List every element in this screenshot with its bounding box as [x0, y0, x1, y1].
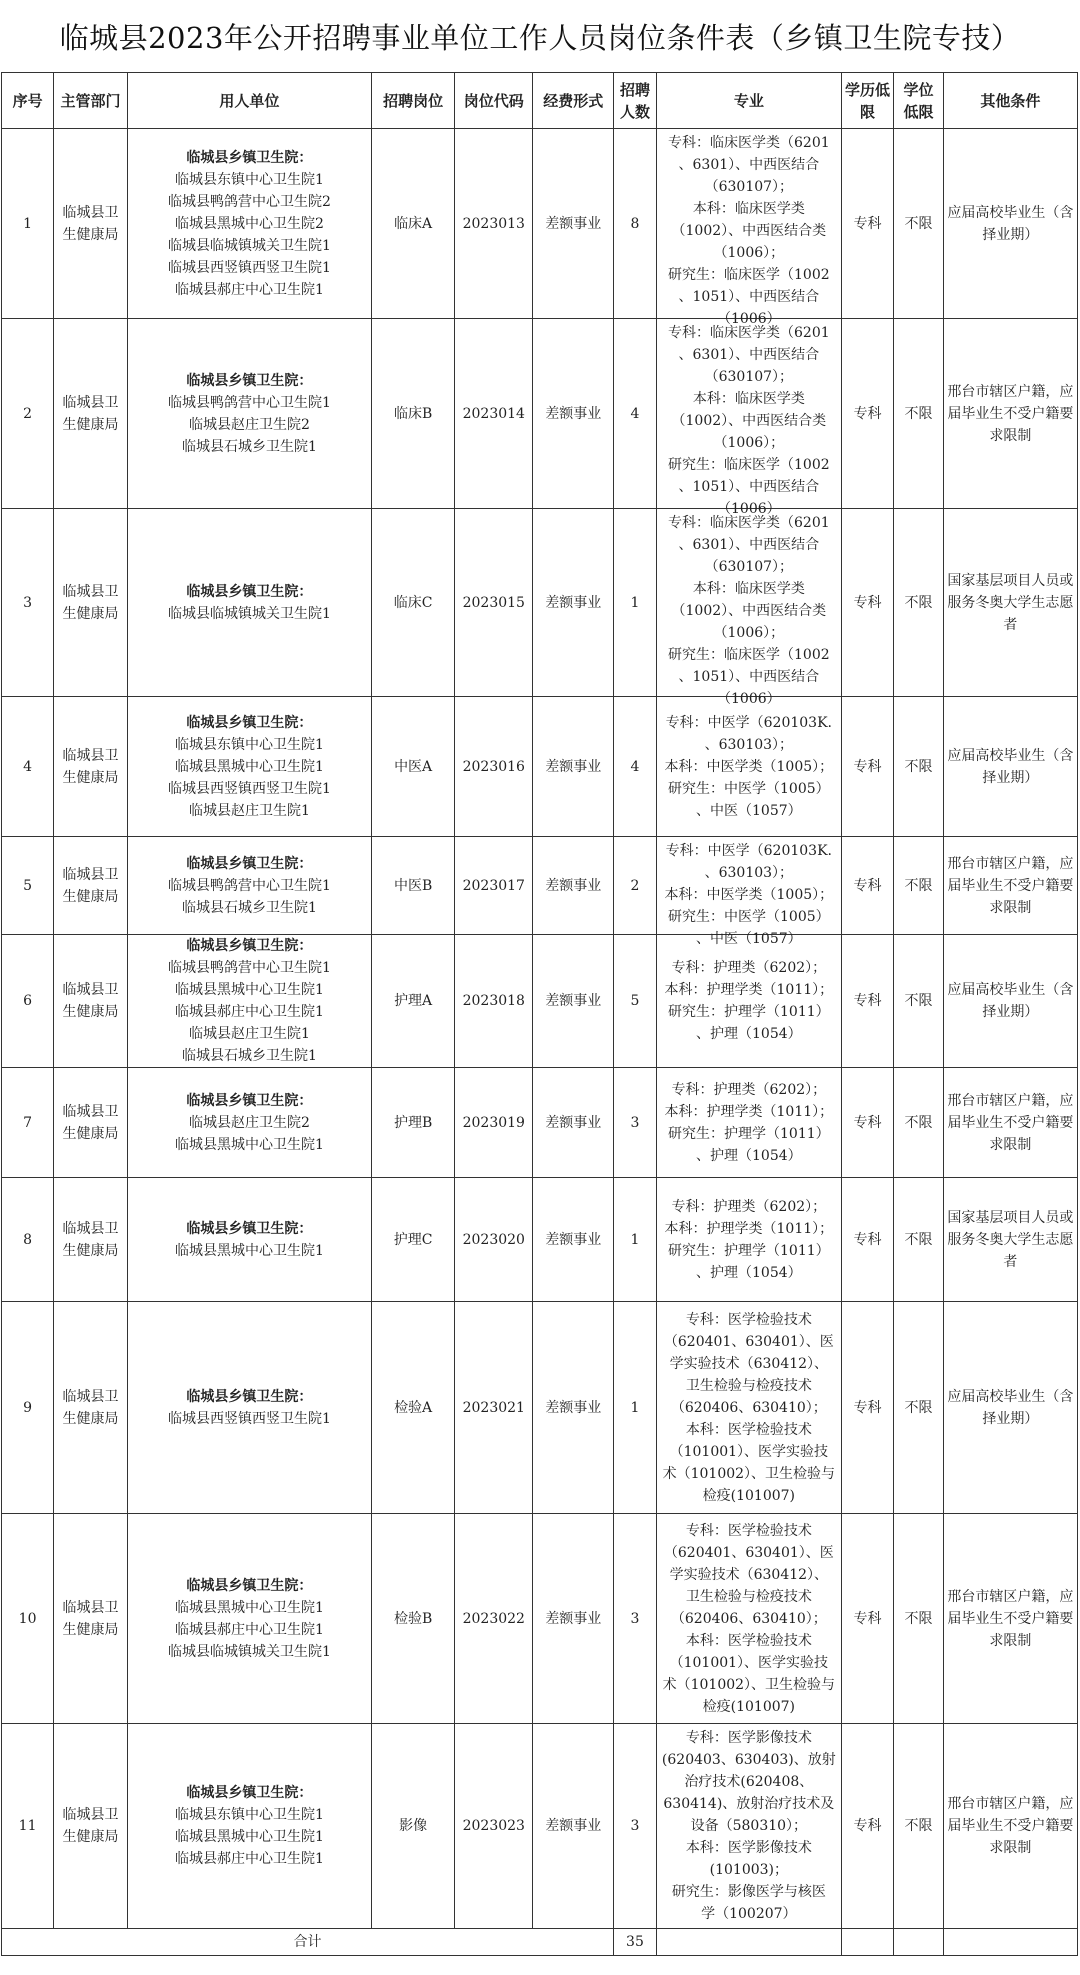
- unit-line: 临城县郝庄中心卫生院1: [174, 1004, 324, 1020]
- major-line: 专科：临床医学类（6201: [668, 134, 830, 151]
- unit-line: 临城县石城乡卫生院1: [181, 899, 317, 916]
- major-line: 学实验技术（630412）、: [669, 1566, 829, 1583]
- major-line: （101001）、医学实验技: [669, 1443, 829, 1460]
- row-post: 护理B: [372, 1068, 455, 1178]
- row-funding: 差额事业: [533, 1178, 614, 1302]
- major-line: 研究生：中医学（1005）: [668, 908, 830, 925]
- table-row: [2, 935, 1078, 1068]
- major-line: （1006）；: [713, 434, 785, 451]
- row-edu: 专科: [841, 697, 893, 837]
- row-edu: 专科: [841, 1514, 893, 1724]
- row-unit: [127, 837, 371, 935]
- row-major: [656, 129, 841, 327]
- row-post: 护理A: [372, 935, 455, 1068]
- row-funding: 差额事业: [533, 837, 614, 935]
- row-code: 2023019: [455, 1068, 533, 1178]
- row-major: [656, 697, 841, 837]
- major-line: 治疗技术(620408、: [684, 1774, 814, 1790]
- row-dept: 临城县卫生健康局: [54, 509, 128, 697]
- row-funding: 差额事业: [533, 697, 614, 837]
- major-line: 专科：医学检验技术: [685, 1311, 812, 1328]
- major-line: 、护理（1054）: [696, 1026, 802, 1042]
- row-code: 2023016: [455, 697, 533, 837]
- row-edu: 专科: [841, 935, 893, 1068]
- row-other: 国家基层项目人员或服务冬奥大学生志愿者: [943, 509, 1077, 697]
- major-line: 专科：护理类（6202）；: [671, 1081, 827, 1098]
- row-degree: 不限: [894, 319, 944, 509]
- major-line: 、中医（1057）: [696, 802, 802, 819]
- unit-heading: 临城县乡镇卫生院：: [186, 372, 313, 389]
- unit-heading: 临城县乡镇卫生院：: [186, 938, 313, 954]
- row-code: 2023014: [455, 319, 533, 509]
- unit-heading: 临城县乡镇卫生院：: [186, 714, 313, 731]
- unit-line: 临城县黑城中心卫生院1: [174, 1599, 324, 1616]
- major-line: 检疫(101007): [702, 1698, 796, 1715]
- row-edu: 专科: [841, 837, 893, 935]
- row-major: [656, 837, 841, 947]
- row-degree: 不限: [894, 129, 944, 319]
- row-dept: 临城县卫生健康局: [54, 1302, 128, 1514]
- row-funding: 差额事业: [533, 1514, 614, 1724]
- unit-line: 临城县东镇中心卫生院1: [174, 171, 324, 188]
- major-line: 630414)、放射治疗技术及: [663, 1796, 835, 1812]
- unit-line: 临城县赵庄卫生院2: [188, 416, 310, 433]
- major-line: （101001）、医学实验技: [669, 1654, 829, 1671]
- row-dept: 临城县卫生健康局: [54, 1724, 128, 1929]
- row-count: 8: [614, 129, 657, 319]
- row-code: 2023023: [455, 1724, 533, 1929]
- row-unit: [127, 1724, 371, 1929]
- row-edu: 专科: [841, 1724, 893, 1929]
- unit-heading: 临城县乡镇卫生院：: [186, 1577, 313, 1594]
- row-count: 3: [614, 1514, 657, 1724]
- row-other: 邢台市辖区户籍，应届毕业生不受户籍要求限制: [943, 1068, 1077, 1178]
- header-funding: 经费形式: [533, 73, 614, 129]
- row-unit: [127, 1068, 371, 1178]
- row-seq: 11: [2, 1724, 54, 1929]
- unit-line: 临城县西竖镇西竖卫生院1: [167, 780, 331, 797]
- row-other: 应届高校毕业生（含择业期）: [943, 1302, 1077, 1514]
- major-line: 专科：临床医学类（6201: [668, 324, 830, 341]
- row-post: 临床B: [372, 319, 455, 509]
- major-line: 专科：中医学（620103K.: [665, 842, 832, 859]
- unit-heading: 临城县乡镇卫生院：: [186, 1092, 313, 1109]
- major-line: 专科：医学检验技术: [685, 1522, 812, 1539]
- row-degree: 不限: [894, 1302, 944, 1514]
- row-count: 2: [614, 837, 657, 935]
- row-other: 邢台市辖区户籍，应届毕业生不受户籍要求限制: [943, 319, 1077, 509]
- major-line: 卫生检验与检疫技术: [685, 1588, 812, 1605]
- unit-line: 临城县西竖镇西竖卫生院1: [167, 1410, 331, 1427]
- major-line: 专科：护理类（6202）；: [671, 960, 827, 976]
- unit-heading: 临城县乡镇卫生院：: [186, 855, 313, 872]
- row-seq: 9: [2, 1302, 54, 1514]
- major-line: 本科：护理学类（1011）；: [664, 1103, 834, 1120]
- row-funding: 差额事业: [533, 129, 614, 319]
- major-line: 学实验技术（630412）、: [669, 1355, 829, 1372]
- unit-line: 临城县鸭鸽营中心卫生院1: [167, 960, 331, 976]
- recruitment-table: [1, 72, 1078, 1956]
- row-unit: [127, 1302, 371, 1514]
- row-major: [656, 1724, 841, 1929]
- major-line: 术（101002）、卫生检验与: [662, 1676, 836, 1693]
- row-unit: [127, 697, 371, 837]
- row-other: 邢台市辖区户籍，应届毕业生不受户籍要求限制: [943, 1724, 1077, 1929]
- unit-line: 临城县东镇中心卫生院1: [174, 1807, 324, 1823]
- major-line: （1006）；: [713, 244, 785, 261]
- row-other: 邢台市辖区户籍，应届毕业生不受户籍要求限制: [943, 837, 1077, 935]
- row-count: 4: [614, 319, 657, 509]
- row-count: 4: [614, 697, 657, 837]
- major-line: 研究生：临床医学（1002: [668, 646, 830, 663]
- major-line: 本科：中医学类（1005）；: [664, 758, 834, 775]
- major-line: 本科：中医学类（1005）；: [664, 886, 834, 903]
- row-code: 2023013: [455, 129, 533, 319]
- row-unit: [127, 319, 371, 509]
- major-line: (620403、630403)、放射: [661, 1752, 836, 1768]
- major-line: 本科：医学检验技术: [685, 1632, 812, 1649]
- unit-heading: 临城县乡镇卫生院：: [186, 1388, 313, 1405]
- row-count: 5: [614, 935, 657, 1068]
- row-seq: 3: [2, 509, 54, 697]
- major-line: 本科：护理学类（1011）；: [664, 1220, 834, 1237]
- major-line: 研究生：护理学（1011）: [668, 1125, 830, 1142]
- header-seq: 序号: [2, 73, 54, 129]
- unit-line: 临城县郝庄中心卫生院1: [174, 281, 324, 298]
- table-row: [2, 837, 1078, 935]
- unit-line: 临城县鸭鸽营中心卫生院1: [167, 877, 331, 894]
- unit-line: 临城县黑城中心卫生院1: [174, 1136, 324, 1153]
- major-line: （630107）；: [704, 178, 794, 195]
- unit-line: 临城县赵庄卫生院1: [188, 802, 310, 819]
- major-line: 、6301）、中西医结合: [678, 346, 820, 363]
- table-row: [2, 1302, 1078, 1514]
- major-line: 、护理（1054）: [696, 1147, 802, 1164]
- major-line: （1002）、中西医结合类: [671, 222, 827, 239]
- major-line: 专科：护理类（6202）；: [671, 1198, 827, 1215]
- row-degree: 不限: [894, 697, 944, 837]
- header-code: 岗位代码: [455, 73, 533, 129]
- row-unit: [127, 935, 371, 1068]
- major-line: （1006）；: [713, 624, 785, 641]
- row-other: 应届高校毕业生（含择业期）: [943, 129, 1077, 319]
- unit-line: 临城县黑城中心卫生院2: [174, 215, 324, 232]
- major-line: 、6301）、中西医结合: [678, 536, 820, 553]
- row-code: 2023021: [455, 1302, 533, 1514]
- row-degree: 不限: [894, 837, 944, 935]
- row-count: 1: [614, 1178, 657, 1302]
- major-line: (101003)；: [709, 1862, 789, 1878]
- row-seq: 7: [2, 1068, 54, 1178]
- row-major: [656, 319, 841, 517]
- row-code: 2023022: [455, 1514, 533, 1724]
- row-other: 应届高校毕业生（含择业期）: [943, 935, 1077, 1068]
- major-line: 卫生检验与检疫技术: [685, 1377, 812, 1394]
- row-dept: 临城县卫生健康局: [54, 697, 128, 837]
- major-line: （620406、630410）；: [670, 1610, 827, 1627]
- unit-line: 临城县赵庄卫生院1: [188, 1026, 310, 1042]
- unit-line: 临城县黑城中心卫生院1: [174, 982, 324, 998]
- row-dept: 临城县卫生健康局: [54, 319, 128, 509]
- row-dept: 临城县卫生健康局: [54, 1178, 128, 1302]
- total-label: 合计: [2, 1929, 614, 1956]
- table-row: [2, 319, 1078, 509]
- header-degree: 学位低限: [894, 73, 944, 129]
- row-seq: 10: [2, 1514, 54, 1724]
- unit-line: 临城县石城乡卫生院1: [181, 1048, 317, 1064]
- major-line: 、630103）；: [704, 736, 794, 753]
- major-line: 研究生：中医学（1005）: [668, 780, 830, 797]
- major-line: 研究生：护理学（1011）: [668, 1242, 830, 1259]
- header-unit: 用人单位: [127, 73, 371, 129]
- major-line: 本科：医学检验技术: [685, 1421, 812, 1438]
- total-count: 35: [614, 1929, 657, 1956]
- row-unit: [127, 509, 371, 697]
- major-line: （630107）；: [704, 368, 794, 385]
- row-dept: 临城县卫生健康局: [54, 1068, 128, 1178]
- row-code: 2023017: [455, 837, 533, 935]
- row-edu: 专科: [841, 1068, 893, 1178]
- row-degree: 不限: [894, 1514, 944, 1724]
- row-major: [656, 509, 841, 707]
- row-funding: 差额事业: [533, 1302, 614, 1514]
- row-edu: 专科: [841, 129, 893, 319]
- table-row: [2, 509, 1078, 697]
- major-line: 本科：护理学类（1011）；: [664, 982, 834, 998]
- row-unit: [127, 129, 371, 319]
- major-line: 专科：医学影像技术: [685, 1730, 812, 1746]
- row-code: 2023018: [455, 935, 533, 1068]
- unit-heading: 临城县乡镇卫生院：: [186, 149, 313, 166]
- unit-line: 临城县赵庄卫生院2: [188, 1114, 310, 1131]
- row-post: 中医B: [372, 837, 455, 935]
- major-line: 本科：临床医学类: [692, 390, 805, 407]
- row-funding: 差额事业: [533, 509, 614, 697]
- major-line: 、630103）；: [704, 864, 794, 881]
- major-line: 学（100207）: [701, 1906, 797, 1922]
- major-line: 研究生：影像医学与核医: [671, 1884, 826, 1900]
- row-degree: 不限: [894, 1178, 944, 1302]
- header-major: 专业: [656, 73, 841, 129]
- row-post: 影像: [372, 1724, 455, 1929]
- major-line: 设备（580310）；: [690, 1818, 808, 1834]
- major-line: 本科：医学影像技术: [685, 1840, 812, 1856]
- row-degree: 不限: [894, 1068, 944, 1178]
- row-seq: 8: [2, 1178, 54, 1302]
- row-unit: [127, 1178, 371, 1302]
- major-line: （620406、630410）；: [670, 1399, 827, 1416]
- row-count: 3: [614, 1724, 657, 1929]
- unit-line: 临城县临城镇城关卫生院1: [167, 605, 331, 622]
- row-code: 2023015: [455, 509, 533, 697]
- header-post: 招聘岗位: [372, 73, 455, 129]
- major-line: 、1051）、中西医结合: [678, 668, 820, 685]
- row-funding: 差额事业: [533, 1068, 614, 1178]
- unit-line: 临城县西竖镇西竖卫生院1: [167, 259, 331, 276]
- major-line: （1002）、中西医结合类: [671, 602, 827, 619]
- row-edu: 专科: [841, 1302, 893, 1514]
- unit-heading: 临城县乡镇卫生院：: [186, 1785, 313, 1801]
- page-title: 临城县2023年公开招聘事业单位工作人员岗位条件表（乡镇卫生院专技）: [59, 20, 1021, 55]
- unit-line: 临城县临城镇城关卫生院1: [167, 1643, 331, 1660]
- unit-line: 临城县郝庄中心卫生院1: [174, 1621, 324, 1638]
- table-row: [2, 129, 1078, 319]
- row-edu: 专科: [841, 509, 893, 697]
- row-edu: 专科: [841, 319, 893, 509]
- total-row: [2, 1929, 1078, 1956]
- unit-line: 临城县东镇中心卫生院1: [174, 736, 324, 753]
- row-major: [656, 1068, 841, 1178]
- header-dept: 主管部门: [54, 73, 128, 129]
- unit-line: 临城县郝庄中心卫生院1: [174, 1851, 324, 1867]
- major-line: 本科：临床医学类: [692, 580, 805, 597]
- row-other: 国家基层项目人员或服务冬奥大学生志愿者: [943, 1178, 1077, 1302]
- row-degree: 不限: [894, 1724, 944, 1929]
- row-other: 应届高校毕业生（含择业期）: [943, 697, 1077, 837]
- major-line: 研究生：临床医学（1002: [668, 266, 830, 283]
- row-post: 中医A: [372, 697, 455, 837]
- major-line: 检疫(101007): [702, 1487, 796, 1504]
- major-line: （630107）；: [704, 558, 794, 575]
- row-degree: 不限: [894, 935, 944, 1068]
- table-row: [2, 1068, 1078, 1178]
- row-post: 临床C: [372, 509, 455, 697]
- table-row: [2, 1514, 1078, 1724]
- row-dept: 临城县卫生健康局: [54, 935, 128, 1068]
- table-row: [2, 1178, 1078, 1302]
- row-funding: 差额事业: [533, 1724, 614, 1929]
- unit-line: 临城县石城乡卫生院1: [181, 438, 317, 455]
- major-line: 、6301）、中西医结合: [678, 156, 820, 173]
- row-major: [656, 1302, 841, 1514]
- row-count: 1: [614, 509, 657, 697]
- row-seq: 4: [2, 697, 54, 837]
- row-post: 护理C: [372, 1178, 455, 1302]
- row-major: [656, 1178, 841, 1302]
- header-edu: 学历低限: [841, 73, 893, 129]
- row-post: 检验B: [372, 1514, 455, 1724]
- major-line: 专科：临床医学类（6201: [668, 514, 830, 531]
- table-row: [2, 697, 1078, 837]
- major-line: （620401、630401）、医: [663, 1544, 834, 1561]
- row-seq: 5: [2, 837, 54, 935]
- major-line: 、护理（1054）: [696, 1264, 802, 1281]
- row-post: 检验A: [372, 1302, 455, 1514]
- row-code: 2023020: [455, 1178, 533, 1302]
- unit-line: 临城县黑城中心卫生院1: [174, 1829, 324, 1845]
- row-major: [656, 1514, 841, 1724]
- major-line: （1006）: [717, 690, 781, 707]
- major-line: （1002）、中西医结合类: [671, 412, 827, 429]
- row-degree: 不限: [894, 509, 944, 697]
- unit-line: 临城县鸭鸽营中心卫生院2: [167, 193, 331, 210]
- major-line: （1006）: [717, 310, 781, 327]
- row-edu: 专科: [841, 1178, 893, 1302]
- major-line: （1006）: [717, 500, 781, 517]
- unit-line: 临城县黑城中心卫生院1: [174, 1242, 324, 1259]
- row-dept: 临城县卫生健康局: [54, 837, 128, 935]
- unit-line: 临城县黑城中心卫生院1: [174, 758, 324, 775]
- row-funding: 差额事业: [533, 319, 614, 509]
- major-line: 、1051）、中西医结合: [678, 478, 820, 495]
- major-line: 研究生：护理学（1011）: [668, 1004, 830, 1020]
- header-row: [2, 73, 1078, 129]
- row-dept: 临城县卫生健康局: [54, 129, 128, 319]
- row-funding: 差额事业: [533, 935, 614, 1068]
- major-line: 专科：中医学（620103K.: [665, 714, 832, 731]
- row-other: 邢台市辖区户籍，应届毕业生不受户籍要求限制: [943, 1514, 1077, 1724]
- major-line: 、中医（1057）: [696, 930, 802, 947]
- row-seq: 6: [2, 935, 54, 1068]
- major-line: （620401、630401）、医: [663, 1333, 834, 1350]
- row-count: 3: [614, 1068, 657, 1178]
- major-line: 研究生：临床医学（1002: [668, 456, 830, 473]
- row-dept: 临城县卫生健康局: [54, 1514, 128, 1724]
- unit-heading: 临城县乡镇卫生院：: [186, 1220, 313, 1237]
- major-line: 本科：临床医学类: [692, 200, 805, 217]
- table-row: [2, 1724, 1078, 1929]
- unit-line: 临城县鸭鸽营中心卫生院1: [167, 394, 331, 411]
- row-post: 临床A: [372, 129, 455, 319]
- unit-heading: 临城县乡镇卫生院：: [186, 583, 313, 600]
- header-count: 招聘人数: [614, 73, 657, 129]
- row-unit: [127, 1514, 371, 1724]
- header-other: 其他条件: [943, 73, 1077, 129]
- row-seq: 1: [2, 129, 54, 319]
- row-major: [656, 935, 841, 1068]
- unit-line: 临城县临城镇城关卫生院1: [167, 237, 331, 254]
- row-seq: 2: [2, 319, 54, 509]
- major-line: 术（101002）、卫生检验与: [662, 1465, 836, 1482]
- row-count: 1: [614, 1302, 657, 1514]
- major-line: 、1051）、中西医结合: [678, 288, 820, 305]
